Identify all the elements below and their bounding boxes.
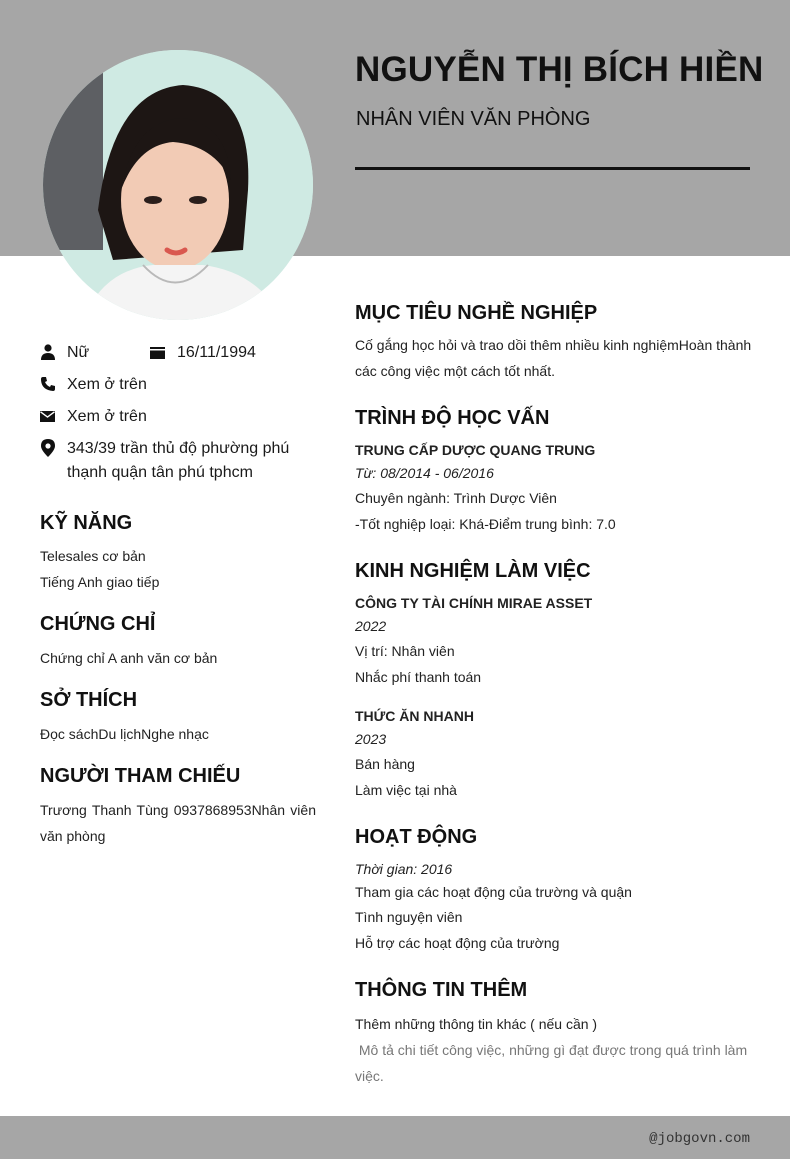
gender-value: Nữ bbox=[67, 344, 90, 361]
job-detail: Nhắc phí thanh toán bbox=[355, 669, 482, 685]
hobbies-text: Đọc sáchDu lịchNghe nhạc bbox=[40, 726, 209, 742]
extra-description: Mô tả chi tiết công việc, những gì đạt được trong quá trình làm việc. bbox=[355, 1042, 752, 1084]
person-icon bbox=[40, 343, 55, 361]
gender-row bbox=[40, 341, 89, 365]
skill-item: Telesales cơ bản bbox=[40, 548, 146, 564]
activities-heading: HOẠT ĐỘNG bbox=[355, 826, 478, 848]
job-detail: Vị trí: Nhân viên bbox=[355, 643, 455, 659]
education-major: Chuyên ngành: Trình Dược Viên bbox=[355, 490, 557, 506]
certificate-item: Chứng chỉ A anh văn cơ bản bbox=[40, 650, 218, 666]
education-period: Từ: 08/2014 - 06/2016 bbox=[355, 465, 494, 481]
phone-icon bbox=[40, 375, 55, 393]
references-text: Trương Thanh Tùng 0937868953Nhân viên văn phòng bbox=[40, 802, 316, 844]
dob-row bbox=[150, 341, 256, 365]
job-year: 2022 bbox=[355, 618, 387, 634]
hobbies-heading: SỞ THÍCH bbox=[40, 689, 138, 711]
education-grade: -Tốt nghiệp loại: Khá-Điểm trung bình: 7.0 bbox=[355, 516, 616, 532]
phone-row bbox=[40, 373, 147, 397]
address-line-2: thạnh quận tân phú tphcm bbox=[67, 464, 253, 481]
job-company: THỨC ĂN NHANH bbox=[355, 708, 474, 724]
footer-watermark: @jobgovn.com bbox=[649, 1131, 750, 1147]
profile-photo-illustration bbox=[43, 50, 313, 320]
address-value bbox=[67, 437, 289, 485]
candidate-role: NHÂN VIÊN VĂN PHÒNG bbox=[356, 108, 591, 130]
email-value: Xem ở trên bbox=[67, 408, 147, 425]
dob-value: 16/11/1994 bbox=[177, 344, 256, 361]
extra-heading: THÔNG TIN THÊM bbox=[355, 979, 528, 1001]
address-line-1: 343/39 trần thủ độ phường phú bbox=[67, 440, 290, 457]
skill-item: Tiếng Anh giao tiếp bbox=[40, 574, 160, 590]
email-row bbox=[40, 405, 147, 429]
location-icon bbox=[40, 439, 55, 457]
job-company: CÔNG TY TÀI CHÍNH MIRAE ASSET bbox=[355, 595, 593, 611]
profile-photo bbox=[43, 50, 313, 320]
phone-value: Xem ở trên bbox=[67, 376, 147, 393]
objective-text: Cố gắng học hỏi và trao dồi thêm nhiều kinh nghiệmHoàn thành các công việc một cách tốt nhất. bbox=[355, 337, 752, 379]
calendar-icon bbox=[150, 343, 165, 361]
extra-line: Thêm những thông tin khác ( nếu cần ) bbox=[355, 1016, 598, 1032]
activities-detail: Tham gia các hoạt động của trường và quận bbox=[355, 884, 632, 900]
activities-time: Thời gian: 2016 bbox=[355, 861, 453, 877]
references-heading: NGƯỜI THAM CHIẾU bbox=[40, 765, 241, 787]
title-divider bbox=[355, 167, 750, 170]
candidate-name: NGUYỄN THỊ BÍCH HIỀN bbox=[355, 50, 764, 89]
address-row bbox=[40, 437, 289, 485]
certificates-heading: CHỨNG CHỈ bbox=[40, 613, 156, 635]
education-heading: TRÌNH ĐỘ HỌC VẤN bbox=[355, 407, 550, 429]
mail-icon bbox=[40, 407, 55, 425]
skills-heading: KỸ NĂNG bbox=[40, 512, 133, 534]
job-detail: Làm việc tại nhà bbox=[355, 782, 457, 798]
activities-detail: Tình nguyện viên bbox=[355, 909, 463, 925]
experience-heading: KINH NGHIỆM LÀM VIỆC bbox=[355, 560, 591, 582]
objective-heading: MỤC TIÊU NGHỀ NGHIỆP bbox=[355, 302, 598, 324]
job-detail: Bán hàng bbox=[355, 756, 415, 772]
school-name: TRUNG CẤP DƯỢC QUANG TRUNG bbox=[355, 442, 596, 458]
activities-detail: Hỗ trợ các hoạt động của trường bbox=[355, 935, 560, 951]
job-year: 2023 bbox=[355, 731, 387, 747]
